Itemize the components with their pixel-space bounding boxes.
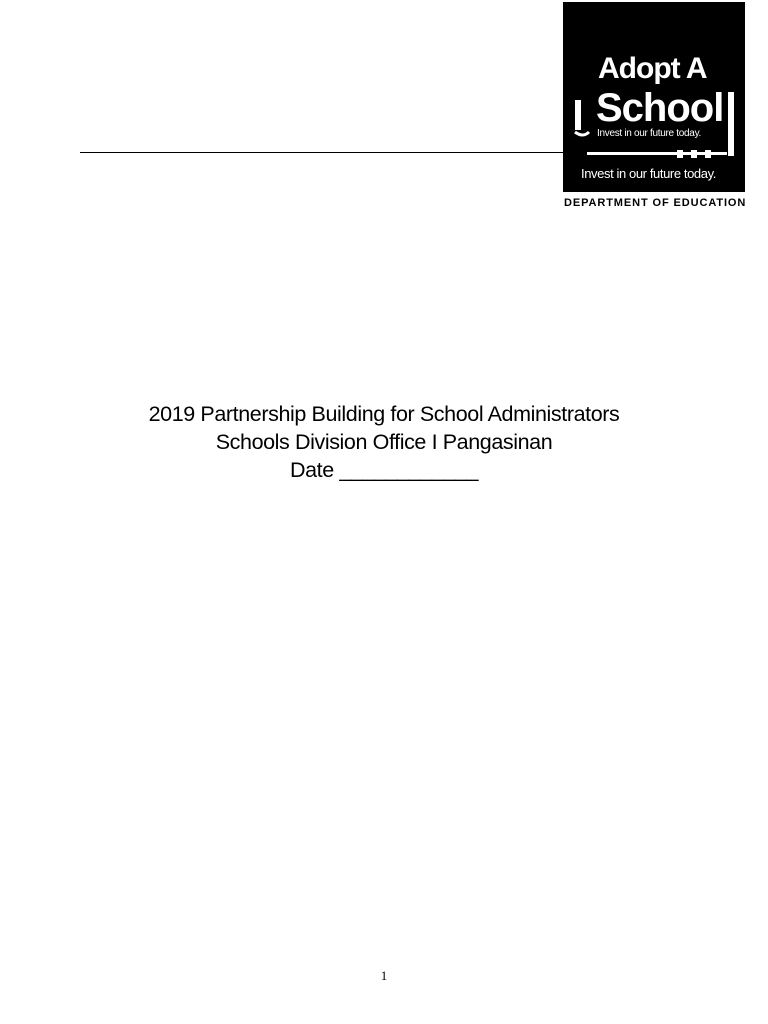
logo-line-adopt: Adopt A (598, 52, 707, 85)
department-label: DEPARTMENT OF EDUCATION (564, 197, 747, 209)
document-title (0, 400, 768, 484)
adopt-a-school-logo (563, 2, 745, 192)
logo-tagline-small: Invest in our future today. (597, 128, 701, 139)
header-rule (80, 152, 566, 153)
logo-line-school: School (596, 86, 724, 130)
page-number: 1 (380, 968, 388, 983)
title-line-date: Date ____________ (289, 458, 479, 482)
logo-tagline-large: Invest in our future today. (581, 166, 716, 181)
title-line-event: 2019 Partnership Building for School Administrators (148, 402, 620, 426)
title-line-office: Schools Division Office I Pangasinan (215, 430, 553, 454)
